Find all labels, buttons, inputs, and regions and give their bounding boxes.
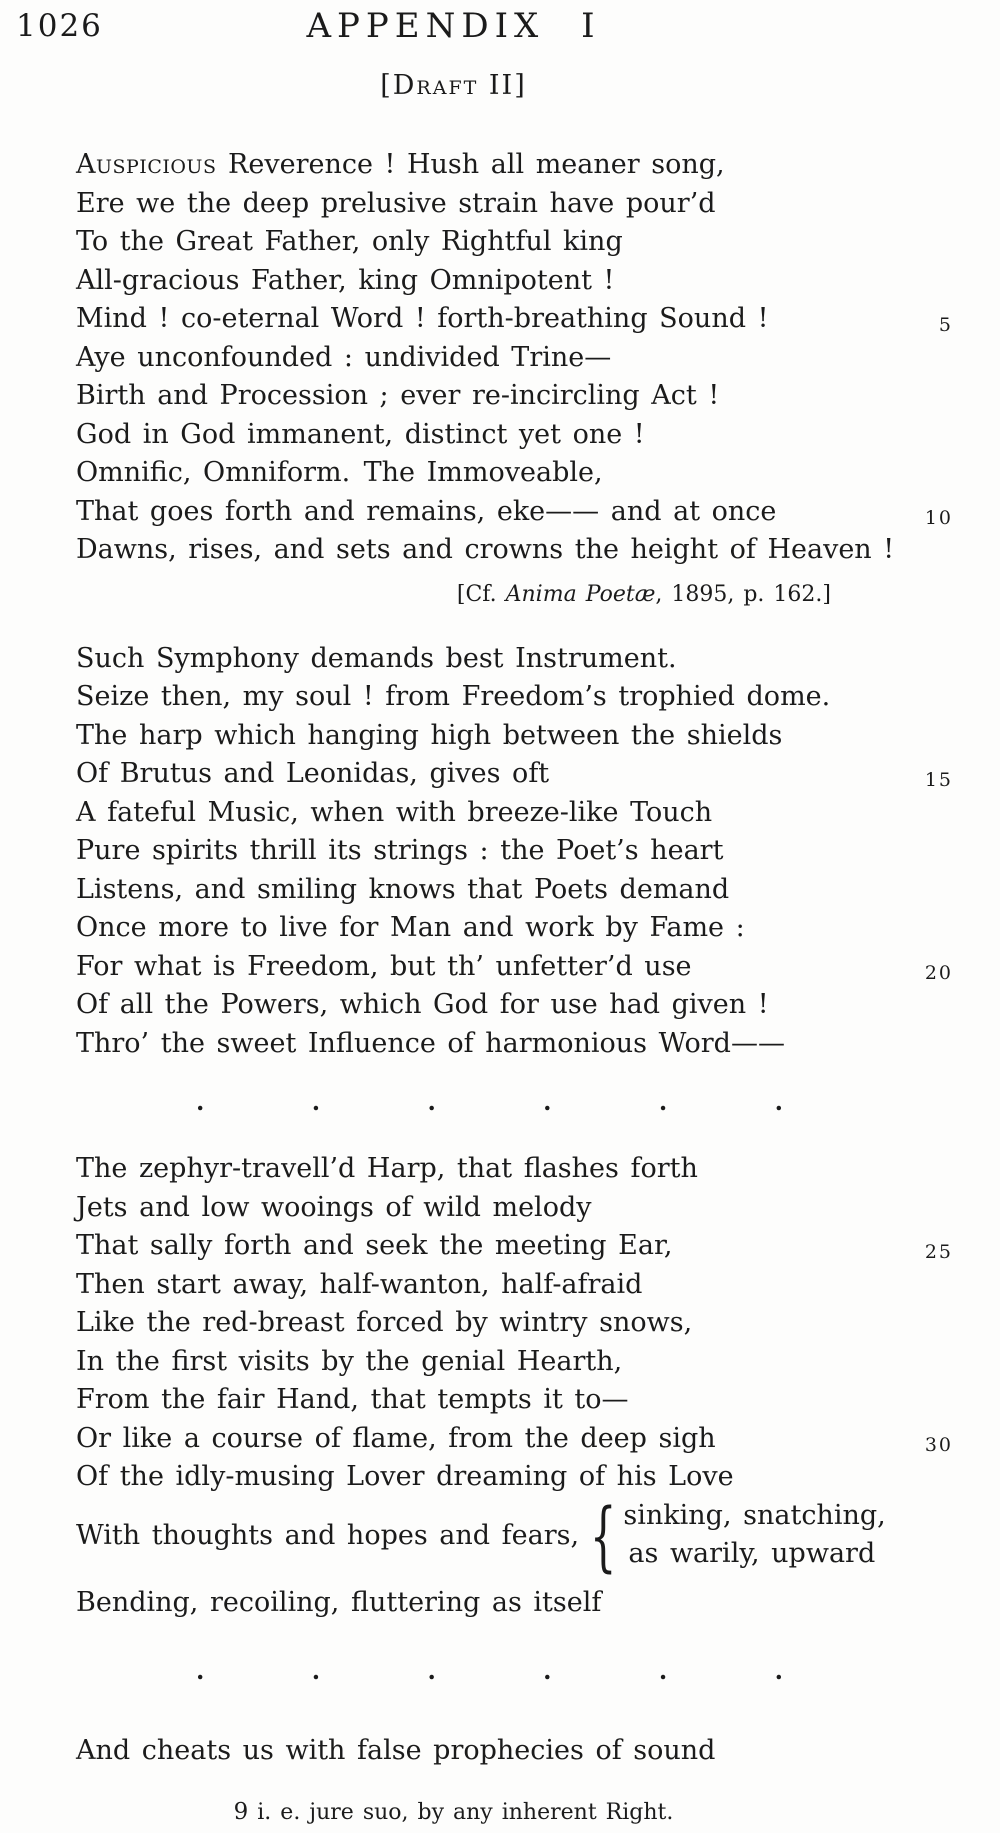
poem-line bbox=[76, 262, 831, 301]
citation-rest: , 1895, p. 162.] bbox=[655, 581, 831, 607]
poem-line bbox=[76, 948, 953, 987]
poem-line bbox=[76, 1343, 831, 1382]
poem-line-text: Then start away, half-wanton, half-afraid bbox=[76, 1268, 643, 1300]
poem-line-text: Ere we the deep prelusive strain have pour’d bbox=[76, 187, 716, 219]
poem-line bbox=[76, 1458, 831, 1497]
citation bbox=[76, 578, 831, 612]
poem-line bbox=[76, 871, 831, 910]
line-number: 10 bbox=[924, 506, 953, 529]
poem-line-text: Dawns, rises, and sets and crowns the height of Heaven ! bbox=[76, 534, 895, 565]
page-number: 1026 bbox=[16, 8, 103, 44]
cited-work: Anima Poetæ bbox=[505, 581, 656, 607]
poem-line bbox=[76, 909, 831, 948]
poem-line-text: Of Brutus and Leonidas, gives oft bbox=[76, 758, 550, 789]
poem-line bbox=[76, 454, 831, 493]
poem-line bbox=[76, 755, 953, 794]
poem-line-text: Of the idly-musing Lover dreaming of his Love bbox=[76, 1461, 734, 1492]
poem-line bbox=[76, 832, 831, 871]
poem-line bbox=[76, 1304, 831, 1343]
poem-line-text: To the Great Father, only Rightful king bbox=[76, 226, 623, 257]
divider-dot: . bbox=[543, 1087, 552, 1116]
poem-line-text: The zephyr-travell’d Harp, that flashes forth bbox=[76, 1153, 698, 1184]
poem-line bbox=[76, 377, 831, 416]
ellipsis-divider bbox=[76, 1083, 831, 1121]
small-caps-lead: Auspicious bbox=[76, 149, 217, 180]
line-number: 20 bbox=[924, 961, 953, 984]
text-column bbox=[76, 0, 953, 1825]
poem-line bbox=[76, 1189, 831, 1228]
line-number: 5 bbox=[938, 314, 953, 336]
brace-variants bbox=[623, 1497, 885, 1574]
poem-line bbox=[76, 1025, 831, 1064]
poem-line-text: All-gracious Father, king Omnipotent ! bbox=[76, 264, 615, 296]
poem-line bbox=[76, 794, 831, 833]
poem-line-text: Of all the Powers, which God for use had given ! bbox=[76, 989, 769, 1020]
poem-line bbox=[76, 416, 831, 455]
line-number: 30 bbox=[924, 1433, 953, 1456]
poem-line bbox=[76, 493, 953, 532]
poem-line bbox=[76, 1732, 831, 1771]
poem-line-text: A fateful Music, when with breeze-like Touch bbox=[76, 796, 713, 828]
line-number: 15 bbox=[924, 769, 953, 791]
brace-lower-line: as warily, upward bbox=[628, 1538, 876, 1569]
poem-line-text: That goes forth and remains, eke—— and at once bbox=[76, 495, 777, 527]
poem-line-text: Or like a course of flame, from the deep sigh bbox=[76, 1422, 716, 1454]
divider-dot: . bbox=[427, 1087, 436, 1116]
draft-label: [Draft II] bbox=[380, 70, 527, 101]
line-number: 25 bbox=[924, 1241, 953, 1263]
poem-line-text: Listens, and smiling knows that Poets demand bbox=[76, 873, 730, 905]
poem-line-text: Jets and low wooings of wild melody bbox=[76, 1191, 592, 1223]
poem-line bbox=[76, 1227, 953, 1266]
poem-line bbox=[76, 1150, 831, 1189]
poem-line-text: Thro’ the sweet Influence of harmonious Word—— bbox=[76, 1027, 785, 1059]
poem-line bbox=[76, 339, 831, 378]
poem-line-text: For what is Freedom, but th’ unfetter’d use bbox=[76, 950, 692, 982]
divider-dot: . bbox=[658, 1087, 668, 1116]
poem-line-text: And cheats us with false prophecies of sound bbox=[76, 1735, 716, 1766]
poem-line bbox=[76, 146, 831, 185]
poem-line bbox=[76, 678, 831, 717]
poem-line-text: Such Symphony demands best Instrument. bbox=[76, 642, 677, 674]
poem-line bbox=[76, 223, 831, 262]
poem-line-text: The harp which hanging high between the shields bbox=[76, 719, 783, 751]
footnote-marker: 9 bbox=[233, 1798, 249, 1825]
brace-upper-line: sinking, snatching, bbox=[623, 1499, 886, 1531]
poem-line-text: That sally forth and seek the meeting Ear, bbox=[76, 1230, 673, 1261]
poem-line bbox=[76, 1584, 831, 1623]
divider-dot: . bbox=[774, 1656, 783, 1685]
divider-dot: . bbox=[311, 1087, 321, 1116]
divider-dot: . bbox=[658, 1656, 668, 1685]
footnote bbox=[76, 1799, 831, 1825]
poem-line-text: In the first visits by the genial Hearth, bbox=[76, 1345, 623, 1377]
divider-dot: . bbox=[196, 1087, 205, 1116]
appendix-title: APPENDIX I bbox=[306, 6, 601, 46]
citation-open: [Cf. bbox=[456, 581, 506, 607]
poem-line-text: Mind ! co-eternal Word ! forth-breathing Sound ! bbox=[76, 303, 769, 334]
poem-line bbox=[76, 1420, 953, 1459]
poem-line-text: Birth and Procession ; ever re-incircling Act ! bbox=[76, 380, 720, 411]
poem-line-text: Pure spirits thrill its strings : the Poet’s heart bbox=[76, 835, 724, 866]
poem-line-text: Once more to live for Man and work by Fame : bbox=[76, 912, 745, 943]
divider-dot: . bbox=[774, 1087, 783, 1116]
poem-line bbox=[76, 300, 953, 339]
poem-line-text: With thoughts and hopes and fears, bbox=[76, 1519, 580, 1551]
divider-dot: . bbox=[543, 1656, 552, 1685]
divider-dot: . bbox=[311, 1656, 321, 1685]
poem bbox=[76, 0, 953, 1825]
poem-line-text: Like the red-breast forced by wintry snows, bbox=[76, 1307, 693, 1338]
poem-line bbox=[76, 1381, 831, 1420]
poem-line-text: Omnific, Omniform. The Immoveable, bbox=[76, 457, 603, 488]
stanza-2 bbox=[76, 640, 953, 1064]
poem-line-text: Seize then, my soul ! from Freedom’s trophied dome. bbox=[76, 681, 831, 712]
poem-line bbox=[76, 640, 831, 679]
curly-brace: { bbox=[589, 1490, 617, 1580]
footnote-text: i. e. jure suo, by any inherent Right. bbox=[248, 1799, 674, 1825]
stanza-3 bbox=[76, 1150, 953, 1622]
poem-line bbox=[76, 185, 831, 224]
poem-line bbox=[76, 986, 831, 1025]
poem-line bbox=[76, 717, 831, 756]
poem-line-text: From the fair Hand, that tempts it to— bbox=[76, 1384, 629, 1415]
divider-dot: . bbox=[427, 1656, 436, 1685]
divider-dot: . bbox=[196, 1656, 205, 1685]
poem-line bbox=[76, 531, 895, 570]
poem-line-text: Bending, recoiling, fluttering as itself bbox=[76, 1586, 602, 1618]
poem-line bbox=[76, 1266, 831, 1305]
poem-line-text: God in God immanent, distinct yet one ! bbox=[76, 418, 645, 450]
poem-line-text: Reverence ! Hush all meaner song, bbox=[216, 149, 725, 180]
brace-line bbox=[76, 1490, 886, 1580]
stanza-1 bbox=[76, 146, 953, 570]
ellipsis-divider bbox=[76, 1652, 831, 1690]
poem-line-text: Aye unconfounded : undivided Trine— bbox=[76, 341, 612, 373]
